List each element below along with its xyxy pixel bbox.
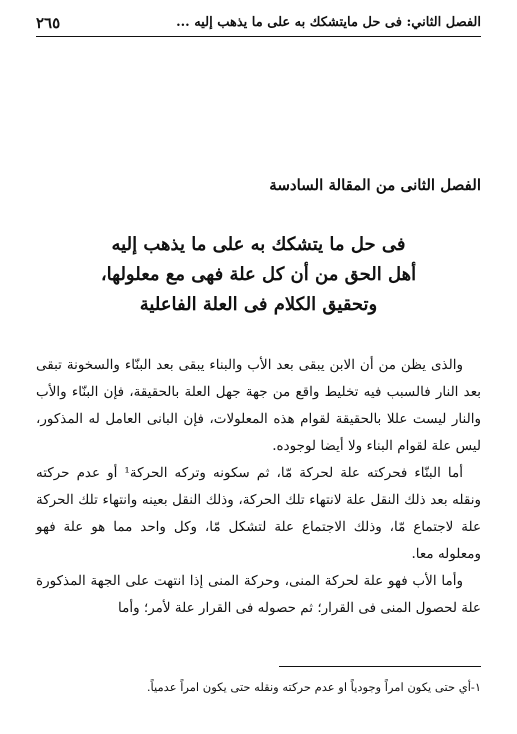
running-title: الفصل الثاني: فى حل مايتشكك به على ما يذهب إليه ... [176,15,481,30]
paragraph: والذى يظن من أن الابن يبقى بعد الأب والبناء يبقى بعد البنّاء والسخونة تبقى بعد النار فالسبب فيه تخليط واقع من جهة جهل العلة بالحقيقة، فإن البنّاء والأب والنار ليست عللا بالحقيقة لقوام هذه المعلولات، فإن البانى العامل له المذكور، ليس علة لقوام البناء ولا أيضا لوجوده. [36,357,481,454]
footnote-divider [279,666,481,667]
body-text [36,352,481,622]
section-heading-line-2: أهل الحق من أن كل علة فهى مع معلولها، [100,264,417,285]
section-heading-line-3: وتحقيق الكلام فى العلة الفاعلية [139,294,378,315]
paragraph: وأما الأب فهو علة لحركة المنى، وحركة المنى إذا انتهت على الجهة المذكورة علة لحصول المنى فى القرار؛ ثم حصوله فى القرار علة لأمر؛ وأما [36,573,481,616]
paragraph: أما البنّاء فحركته علة لحركة مّا، ثم سكونه وتركه الحركة¹ أو عدم حركته ونقله بعد ذلك النقل علة لانتهاء تلك الحركة، وذلك النقل بعينه وانتهاء تلك الحركة علة لاجتماع مّا، وذلك الاجتماع علة لتشكل مّا، وكل واحد مما هو علة فهو ومعلوله معا. [36,465,481,562]
chapter-label: الفصل الثانى من المقالة السادسة [269,176,481,194]
section-heading-line-1: فى حل ما يتشكك به على ما يذهب إليه [111,234,406,255]
page-number: ٢٦٥ [36,14,61,32]
running-header [36,14,481,37]
footnote: ١-أي حتى يكون امراً وجودياً او عدم حركته ونقله حتى يكون امراً عدمياً. [146,680,481,694]
